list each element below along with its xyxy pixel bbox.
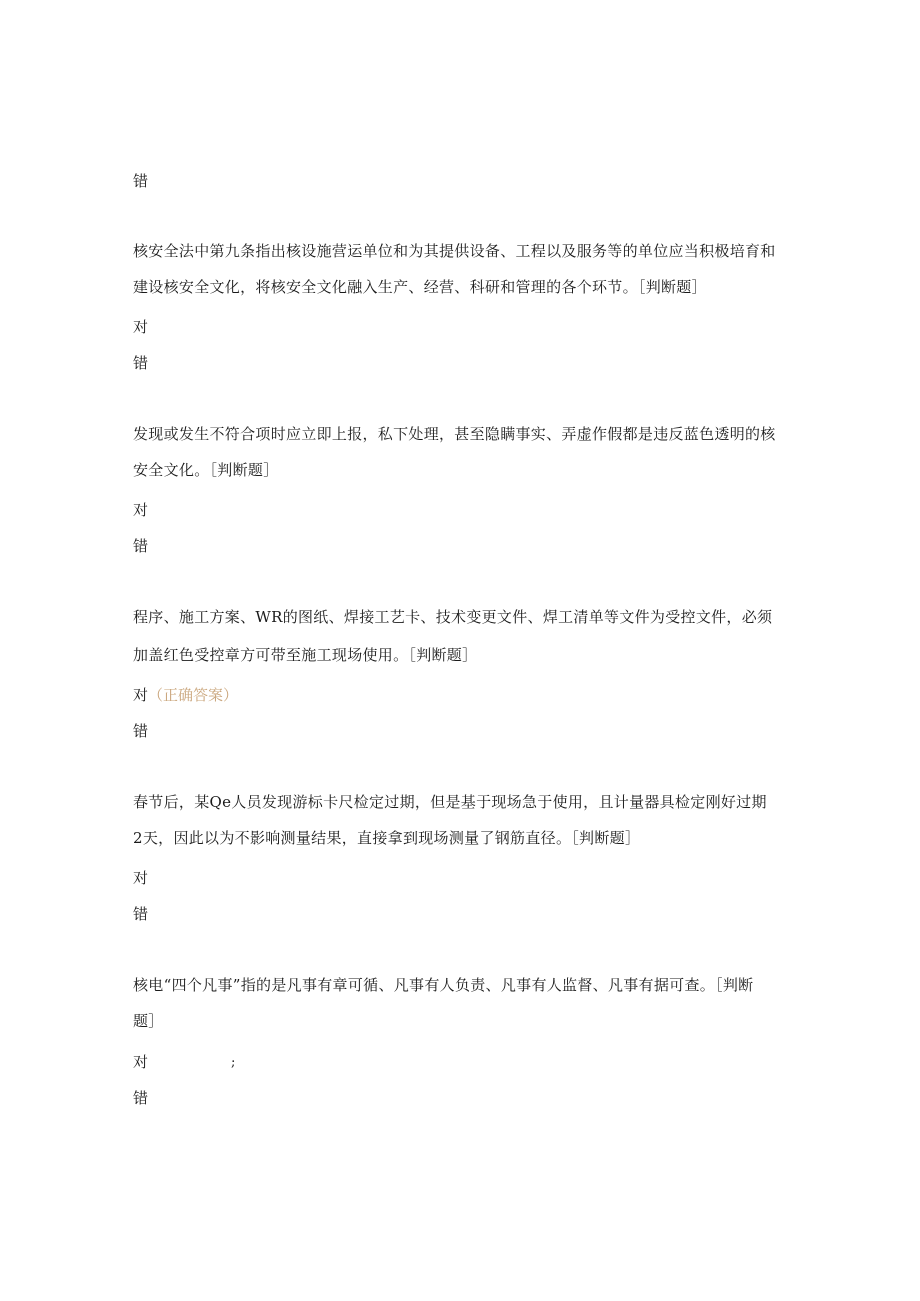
option-right: 对: [133, 869, 149, 887]
option-right: 对: [133, 501, 149, 519]
option-wrong: 错: [133, 354, 149, 372]
option-wrong: 错: [133, 537, 149, 555]
option-label: 对: [133, 686, 149, 704]
option-right: 对: [133, 318, 149, 336]
question-text: 核电“四个凡事”指的是凡事有章可循、凡事有人负责、凡事有人监督、凡事有据可查。［判断: [133, 976, 754, 994]
question-text: 2天，因此以为不影响测量结果，直接拿到现场测量了钢筋直径。［判断题］: [133, 829, 641, 847]
question-text: 加盖红色受控章方可带至施工现场使用。［判断题］: [133, 646, 478, 664]
question-text: 核安全法中第九条指出核设施营运单位和为其提供设备、工程以及服务等的单位应当积极培育和: [133, 242, 776, 260]
option-wrong: 错: [133, 722, 149, 740]
option-wrong: 错: [133, 172, 149, 190]
question-text: 春节后，某Qe人员发现游标卡尺检定过期，但是基于现场急于使用，且计量器具检定刚好过期: [133, 793, 767, 811]
question-text: 程序、施工方案、WR的图纸、焊接工艺卡、技术变更文件、焊工清单等文件为受控文件，必须: [133, 608, 773, 626]
question-text: 建设核安全文化，将核安全文化融入生产、经营、科研和管理的各个环节。［判断题］: [133, 278, 707, 296]
question-text: 安全文化。［判断题］: [133, 461, 279, 479]
option-wrong: 错: [133, 905, 149, 923]
option-right: [133, 684, 238, 706]
stray-mark: ;: [231, 1055, 236, 1070]
option-wrong: 错: [133, 1089, 149, 1107]
question-text: 题］: [133, 1012, 164, 1030]
option-right: 对: [133, 1053, 149, 1071]
question-text: 发现或发生不符合项时应立即上报，私下处理，甚至隐瞒事实、弄虚作假都是违反蓝色透明的核: [133, 425, 776, 443]
correct-answer-note: （正确答案）: [148, 686, 239, 704]
